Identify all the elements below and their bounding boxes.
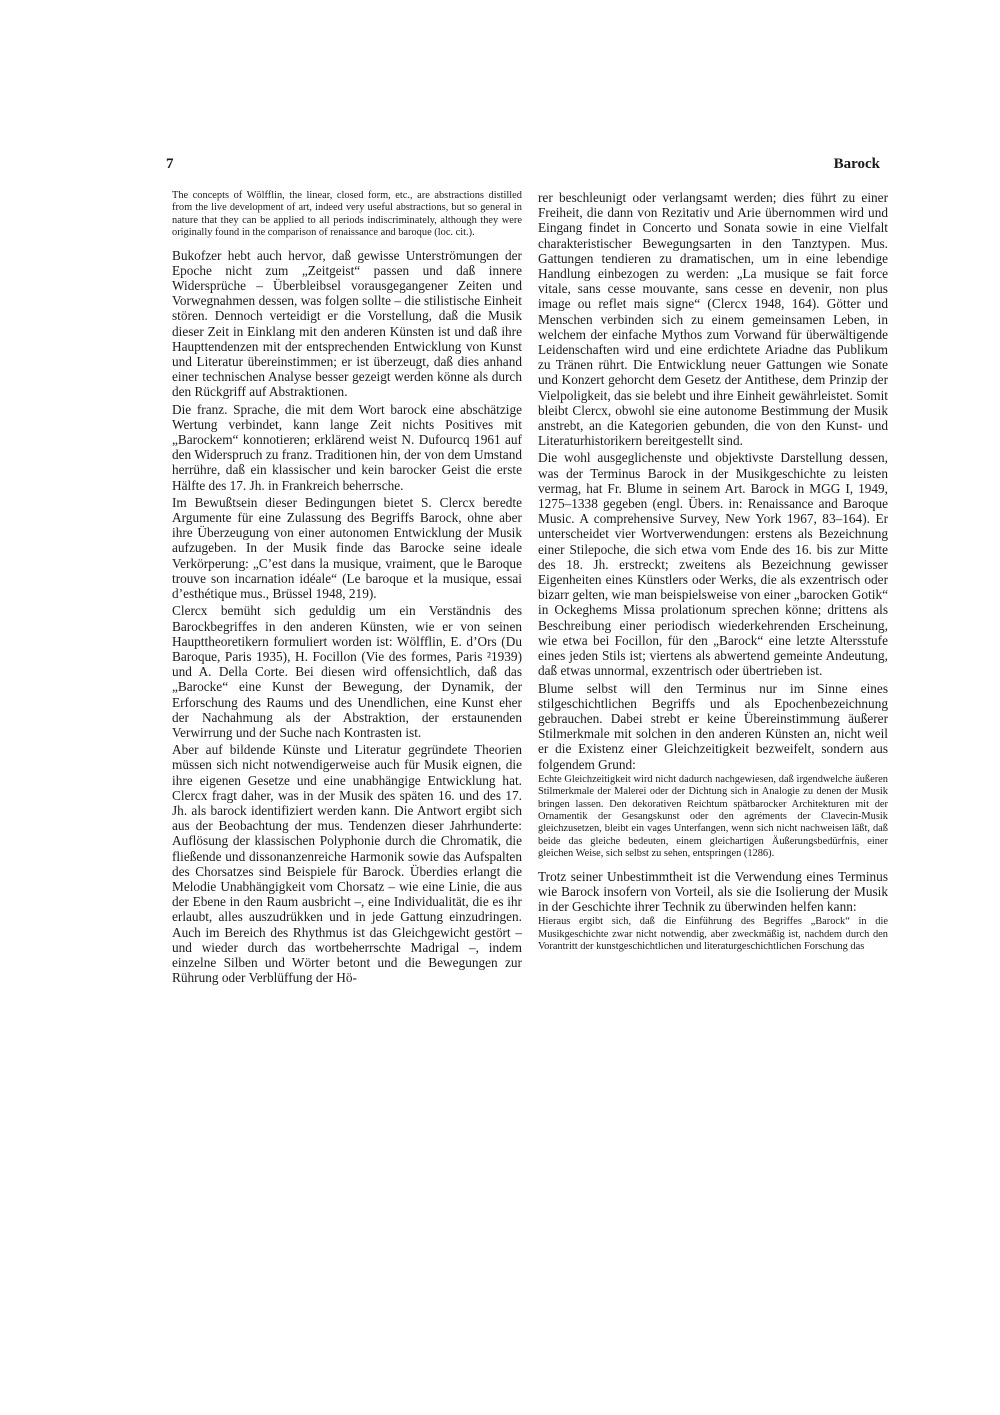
paragraph: Bukofzer hebt auch hervor, daß gewisse Unterströmungen der Epoche nicht zum „Zeitgeist“ passen und daß innere Widersprüche – Überbleibsel vorausgegangener Zeiten und Vorwegnahmen dessen, was folgen sollte – die stilistische Einheit stören. Dennoch verteidigt er die Vorstellung, daß die Musik dieser Zeit in Einklang mit den anderen Künsten ist und daß ihre Haupttendenzen mit der entsprechenden Entwicklung von Kunst und Literatur übereinstimmen; er ist überzeugt, daß dies anhand einer technischen Analyse besser gezeigt werden könne als durch den Rückgriff auf Abstraktionen. xyxy=(172,247,522,400)
paragraph: Trotz seiner Unbestimmtheit ist die Verwendung eines Terminus wie Barock insofern von Vorteil, als sie die Isolierung der Musik in der Geschichte ihrer Technik zu überwinden helfen kann: xyxy=(538,868,888,914)
paragraph: rer beschleunigt oder verlangsamt werden; dies führt zu einer Freiheit, die dann von Rezitativ und Arie übernommen wird und Eingang findet in Concerto und Sonata sowie in eine Vielfalt charakteristischer Bewegungsarten in den Tanztypen. Mus. Gattungen tendieren zu dramatischen, um in eine lebendige Handlung einbezogen zu werden: „La musique se fait force vitale, sans cesse mouvante, sans cesse en devenir, non plus image ou reflet mais signe“ (Clercx 1948, 164). Götter und Menschen verbinden sich zu einem gemeinsamen Leben, in welchem der einfache Mythos zum Vorwand für überwältigende Leidenschaften wird und eine erdichtete Ariadne das Publikum zu Tränen rührt. Die Entwicklung neuer Gattungen wie Sonate und Konzert gehorcht dem Gesetz der Antithese, dem Prinzip der Vielpoligkeit, das sie belebt und ihre Einheit gewährleistet. Somit bleibt Clercx, obwohl sie eine autonome Bestimmung der Musik anstrebt, an die Kategorien gebunden, die von den Kunst- und Literaturhistorikern bereitgestellt sind. xyxy=(538,190,888,449)
block-quote: Hieraus ergibt sich, daß die Einführung des Begriffes „Barock“ in die Musikgeschichte zwar nicht notwendig, aber zweckmäßig ist, nachdem durch den Vorantritt der kunstgeschichtlichen und literaturgeschichtlichen Forschung das xyxy=(538,916,888,952)
paragraph: Die franz. Sprache, die mit dem Wort barock eine abschätzige Wertung verbindet, kann lange Zeit nichts Positives mit „Barockem“ konnotieren; erklärend weist N. Dufourcq 1961 auf den Widerspruch zu franz. Traditionen hin, der von dem Umstand herrühre, daß ein klassischer und kein barocker Geist die erste Hälfte des 17. Jh. in Frankreich beherrsche. xyxy=(172,401,522,493)
paragraph: Clercx bemüht sich geduldig um ein Verständnis des Barockbegriffes in den anderen Künsten, wie er von seinen Haupttheoretikern formuliert worden ist: Wölfflin, E. d’Ors (Du Baroque, Paris 1935), H. Focillon (Vie des formes, Paris ²1939) und A. Della Corte. Bei diesen wird offensichtlich, daß das „Barocke“ eine Kunst der Bewegung, der Dynamik, der Erforschung des Raums und des Unendlichen, eine Kunst eher der Nachahmung als der Abstraktion, der erstaunenden Verwirrung und der Suche nach Kontrasten ist. xyxy=(172,603,522,740)
left-column xyxy=(172,190,522,987)
page-header xyxy=(166,156,880,173)
right-column xyxy=(538,190,888,961)
paragraph: Im Bewußtsein dieser Bedingungen bietet S. Clercx beredte Argumente für eine Zulassung des Begriffs Barock, ohne aber ihre Überzeugung von einer autonomen Entwicklung der Musik aufzugeben. In der Musik finde das Barocke seine ideale Verkörperung: „C’est dans la musique, vraiment, que le Baroque trouve son incarnation idéale“ (Le baroque et la musique, essai d’esthétique mus., Brüssel 1948, 219). xyxy=(172,494,522,602)
paragraph: Blume selbst will den Terminus nur im Sinne eines stilgeschichtlichen Begriffs und als Epochenbezeichnung gebrauchen. Dabei strebt er keine Übereinstimmung äußerer Stilmerkmale mit solchen in den anderen Künsten an, nicht weil er die Existenz einer Gleichzeitigkeit bezweifelt, sondern aus folgendem Grund: xyxy=(538,680,888,772)
page-number: 7 xyxy=(166,156,174,172)
block-quote: The concepts of Wölfflin, the linear, closed form, etc., are abstractions distilled from the live development of art, indeed very useful abstractions, but so general in nature that they can be applied to all periods indiscriminately, although they were originally found in the comparison of renaissance and baroque (loc. cit.). xyxy=(172,190,522,239)
running-title: Barock xyxy=(833,156,880,172)
paragraph: Die wohl ausgeglichenste und objektivste Darstellung dessen, was der Terminus Barock in der Musikgeschichte zu leisten vermag, hat Fr. Blume in seinem Art. Barock in MGG I, 1949, 1275–1338 gegeben (engl. Übers. in: Renaissance and Baroque Music. A comprehensive Survey, New York 1967, 83–164). Er unterscheidet vier Wortverwendungen: erstens als Bezeichnung einer Stilepoche, die sich etwa vom Ende des 16. bis zur Mitte des 18. Jh. erstreckt; zweitens als Bezeichnung gewisser Eigenheiten eines Künstlers oder Werks, die als exzentrisch oder bizarr gelten, wie man beispielsweise von einer „barocken Gotik“ in Ockeghems Missa prolationum sprechen könne; drittens als Beschreibung einer periodisch wiederkehrenden Erscheinung, wie etwa bei Focillon, für den „Barock“ eine letzte Altersstufe eines jeden Stils ist; viertens als abwertend gemeinte Andeutung, daß etwas unnormal, exzentrisch oder übertrieben ist. xyxy=(538,450,888,679)
block-quote: Echte Gleichzeitigkeit wird nicht dadurch nachgewiesen, daß irgendwelche äußeren Stilmerkmale der Malerei oder der Dichtung sich in Analogie zu denen der Musik bringen lassen. Den dekorativen Reichtum spätbarocker Architekturen mit der Ornamentik der Gesangskunst oder den agréments der Clavecin-Musik gleichzusetzen, bleibt ein vages Unterfangen, wenn sich nicht nachweisen läßt, daß beide das gleiche bedeuten, einem gleichartigen Äußerungsbedürfnis, einer gleichen Weise, sich selbst zu sehen, entspringen (1286). xyxy=(538,773,888,860)
paragraph: Aber auf bildende Künste und Literatur gegründete Theorien müssen sich nicht notwendigerweise auch für Musik eignen, die ihre eigenen Gesetze und eine unabhängige Entwicklung hat. Clercx fragt daher, was in der Musik des späten 16. und des 17. Jh. als barock identifiziert werden kann. Die Antwort ergibt sich aus der Beobachtung der mus. Tendenzen dieser Jahrhunderte: Auflösung der klassischen Polyphonie durch die Chromatik, die fließende und dissonanzenreiche Harmonik sowie das Aufspalten des Chorsatzes sind Beispiele für Barock. Überdies erlangt die Melodie Unabhängigkeit vom Chorsatz – wie eine Linie, die aus der Ebene in den Raum ausbricht –, eine Individualität, die es ihr erlaubt, alles auszudrükken und in jede Gattung einzudringen. Auch im Bereich des Rhythmus ist das Gleichgewicht gestört – und wieder durch das wortbeherrschte Madrigal –, indem einzelne Silben und Wörter betont und die Bewegungen zur Rührung oder Verblüffung der Hö- xyxy=(172,742,522,986)
